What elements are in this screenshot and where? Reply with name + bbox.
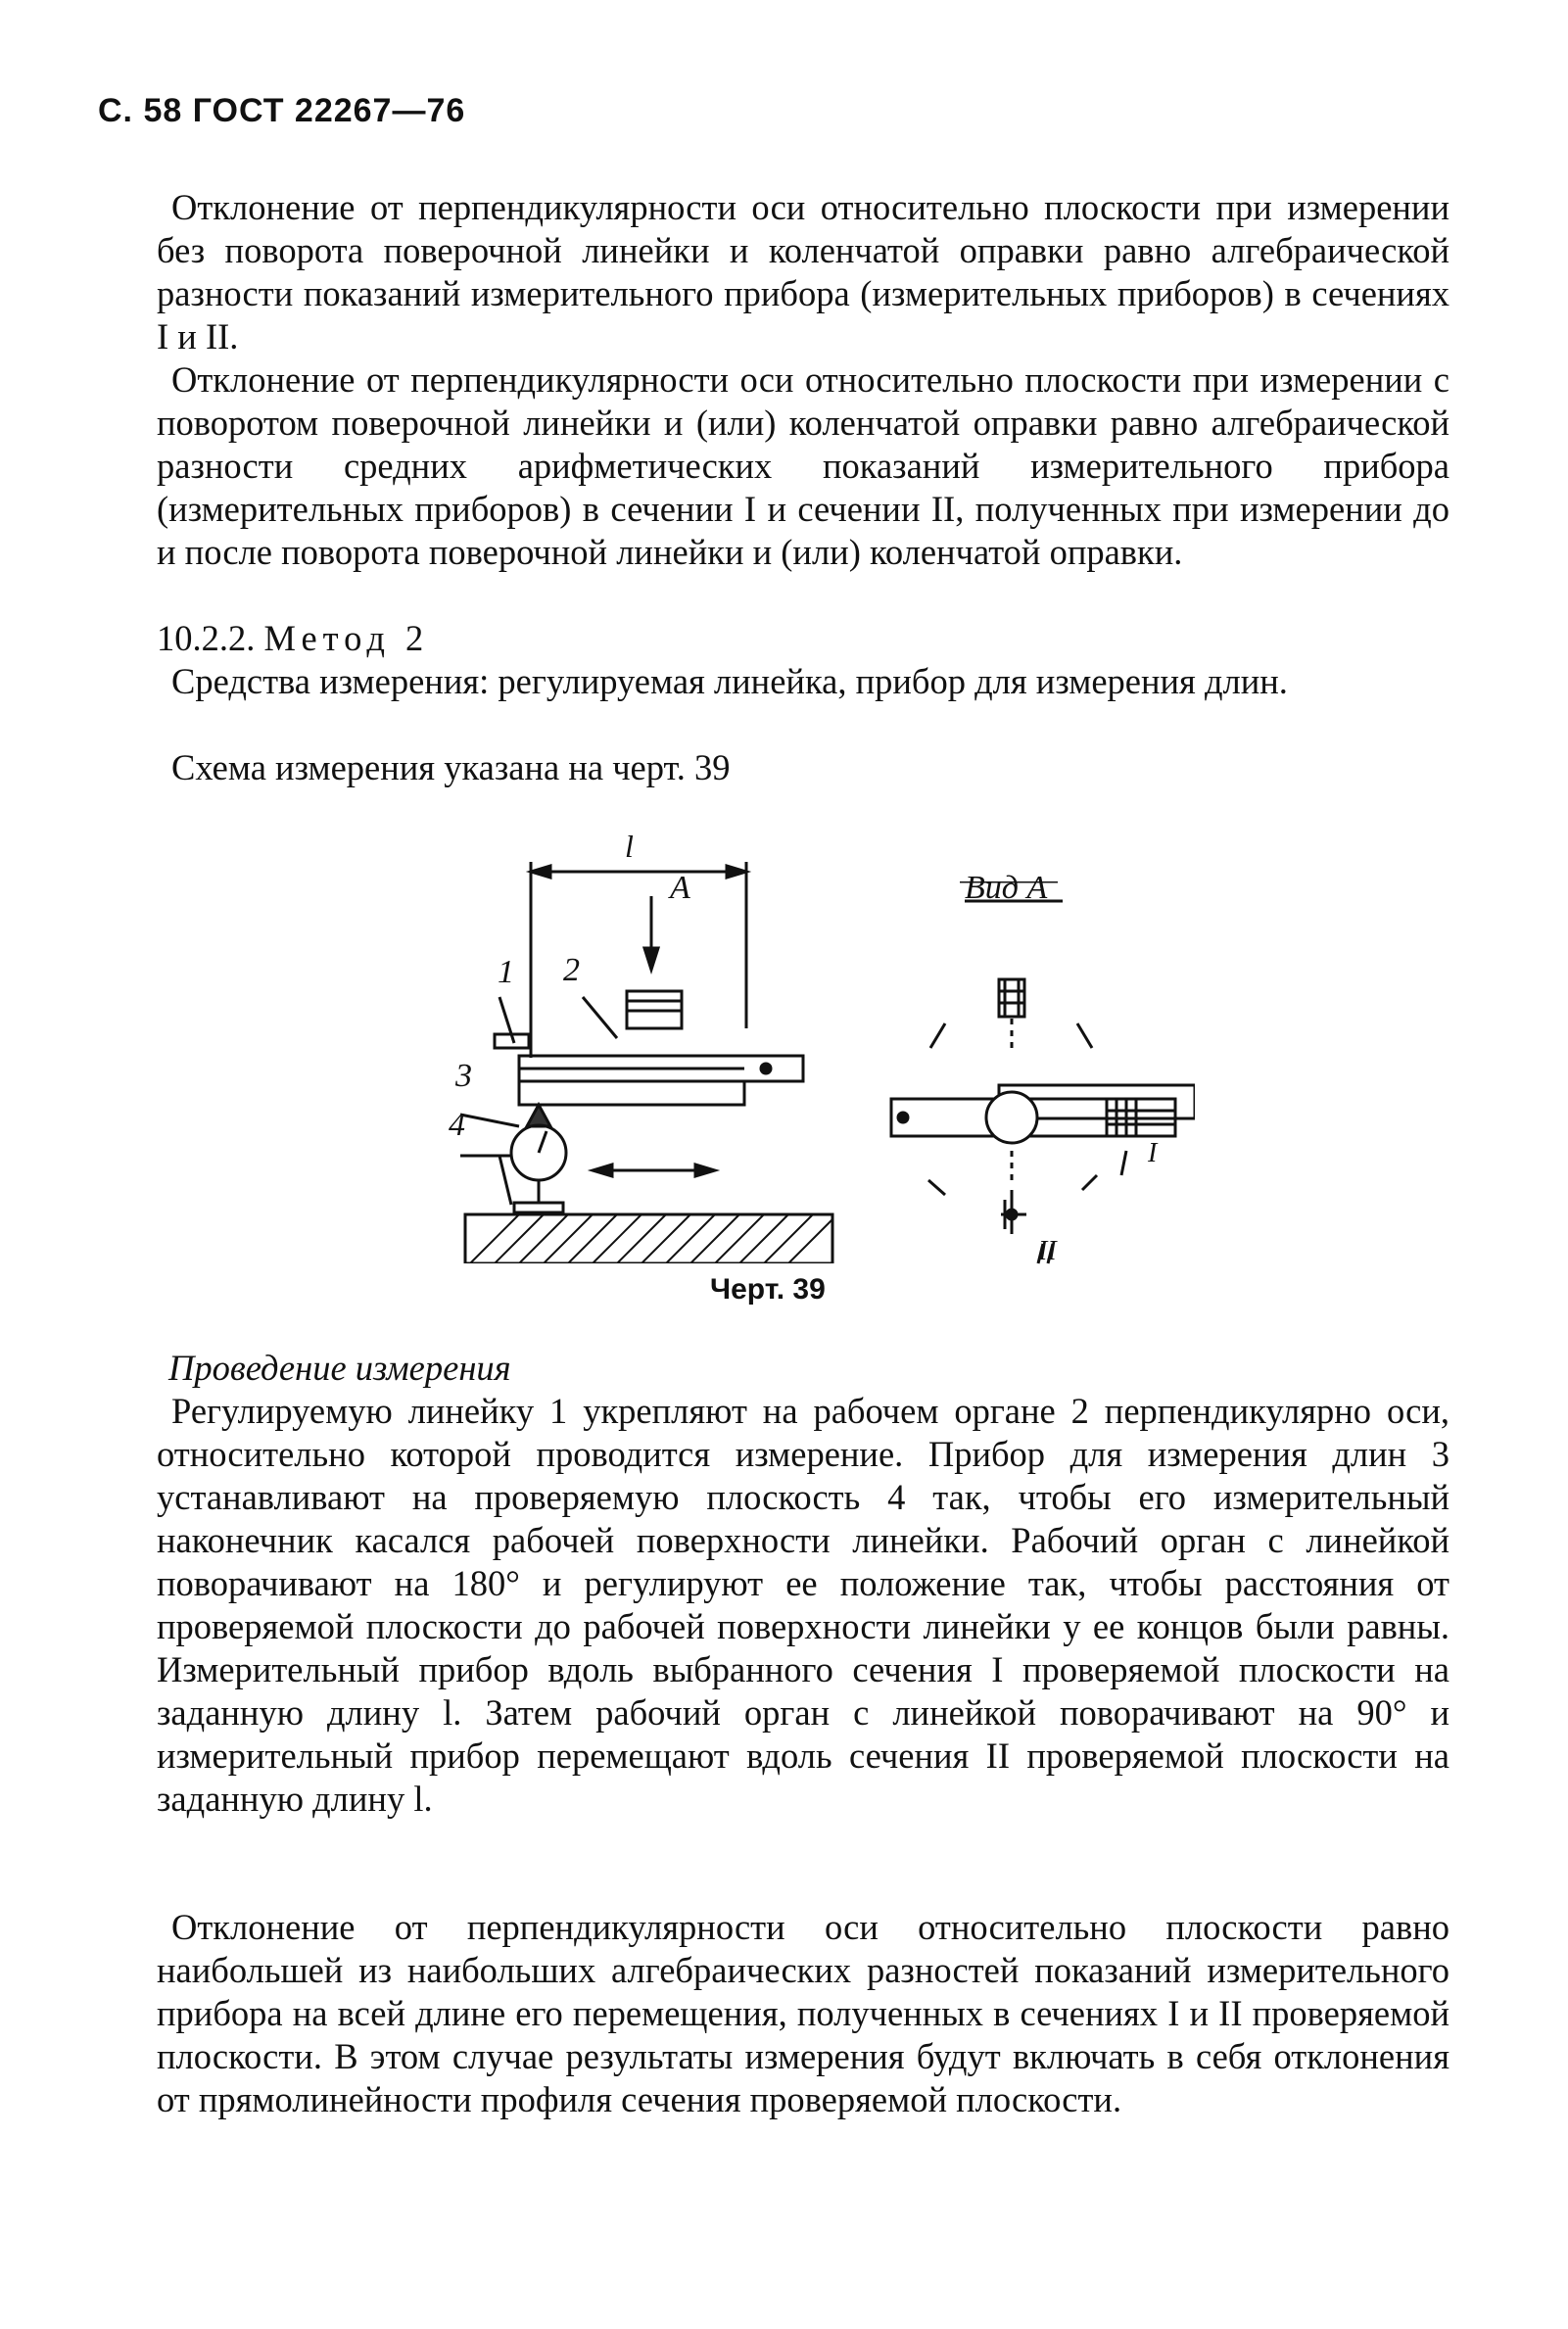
label-section-i: I <box>1148 1138 1158 1168</box>
view-a-diagram <box>862 881 1195 1273</box>
paragraph-2: Отклонение от перпендикулярности оси относительно плоскости при измерении с поворотом поверочной линейки и (или) коленчатой оправки равно алгебраической разности средних арифметических показаний измерительного прибора (измерительных приборов) в сечении I и сечении II, полученных при измерении до и после поворота поверочной линейки и (или) коленчатой оправки. <box>157 359 1449 572</box>
label-3: 3 <box>455 1058 472 1094</box>
label-a: A <box>670 870 690 906</box>
label-vid-a: Вид A <box>965 870 1048 906</box>
page-header: С. 58 ГОСТ 22267—76 <box>98 92 466 129</box>
view-a-spindle <box>986 1092 1037 1143</box>
paragraph-3: Средства измерения: регулируемая линейка, прибор для измерения длин. <box>171 661 1288 701</box>
ruler-lower-bar <box>519 1081 744 1105</box>
surface-hatch <box>470 1214 832 1263</box>
method-heading <box>157 617 429 660</box>
figure-caption: Черт. 39 <box>710 1273 826 1306</box>
method-number: 10.2.2. <box>157 618 256 658</box>
paragraph-6: Отклонение от перпендикулярности оси относительно плоскости равно наибольшей из наибольших алгебраических разностей показаний измерительного прибора на всей длине его перемещения, полученных в сечениях I и II проверяемой плоскости. В этом случае результаты измерения будут включать в себя отклонения от прямолинейности профиля сечения проверяемой плоскости. <box>157 1907 1449 2119</box>
paragraph-5: Регулируемую линейку 1 укрепляют на рабочем органе 2 перпендикулярно оси, относительно которой проводится измерение. Прибор для измерения длин 3 устанавливают на проверяемую плоскость 4 так, чтобы его измерительный наконечник касался рабочей поверхности линейки. Рабочий орган с линейкой поворачивают на 180° и регулируют ее положение так, чтобы расстояния от проверяемой плоскости до рабочей поверхности линейки у ее концов были равны. Измерительный прибор вдоль выбранного сечения I проверяемой плоскости на заданную длину l. Затем рабочий орган с линейкой поворачивают на 90° и измерительный прибор перемещают вдоль сечения II проверяемой плоскости на заданную длину l. <box>157 1391 1449 1819</box>
axis-top-marker <box>999 979 1024 1017</box>
dim-arrow-left <box>531 866 550 878</box>
paragraph-1: Отклонение от перпендикулярности оси относительно плоскости при измерении без поворота поверочной линейки и коленчатой оправки равно алгебраической разности показаний измерительного прибора (измерительных приборов) в сечениях I и II. <box>157 187 1449 356</box>
label-4: 4 <box>449 1107 465 1143</box>
label-1: 1 <box>498 954 514 990</box>
procedure-heading: Проведение измерения <box>168 1348 511 1388</box>
method-title: Метод 2 <box>263 618 430 658</box>
paragraph-4: Схема измерения указана на черт. 39 <box>171 747 731 787</box>
indicator-base <box>514 1203 563 1212</box>
label-section-ii: II <box>1038 1236 1057 1266</box>
label-l: l <box>625 829 634 864</box>
measuring-tip <box>527 1105 550 1126</box>
view-arrow-a-head <box>644 948 658 970</box>
dim-arrow-right <box>727 866 746 878</box>
label-2: 2 <box>563 952 580 988</box>
